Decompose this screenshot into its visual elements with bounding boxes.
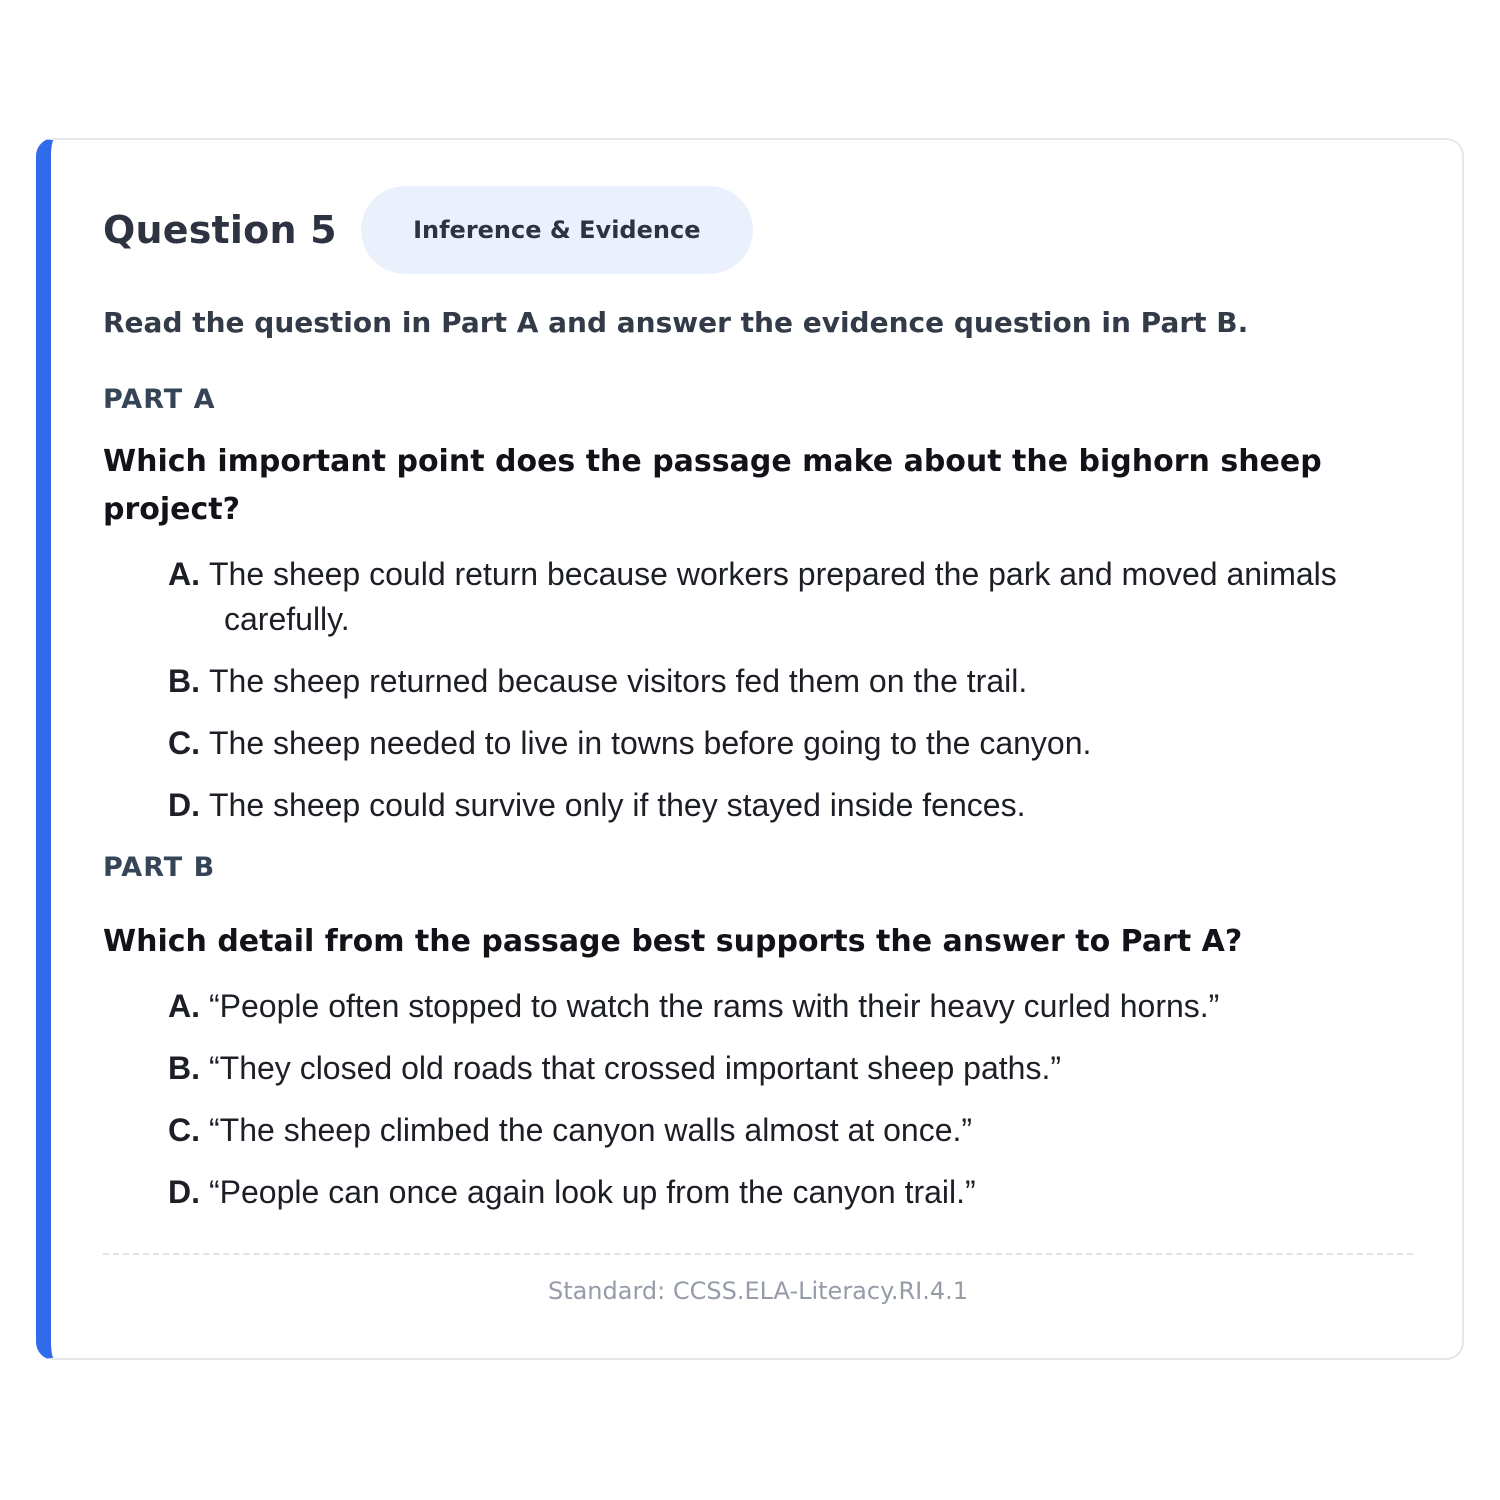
part-b-option-c[interactable] — [168, 1108, 1418, 1170]
option-letter: D. — [168, 1174, 200, 1210]
part-a-option-b[interactable] — [168, 659, 1418, 721]
standard-label: Standard: CCSS.ELA-Literacy.RI.4.1 — [547, 1277, 969, 1305]
part-a-question: Which important point does the passage make about the bighorn sheep project? — [103, 444, 1322, 527]
part-a-options — [168, 552, 1418, 845]
option-text: “People can once again look up from the canyon trail.” — [209, 1174, 976, 1210]
part-a-label: PART A — [103, 384, 216, 415]
option-text: The sheep returned because visitors fed them on the trail. — [209, 663, 1028, 699]
option-text: The sheep needed to live in towns before going to the canyon. — [209, 725, 1092, 761]
question-card — [36, 138, 1464, 1360]
option-text: “People often stopped to watch the rams with their heavy curled horns.” — [209, 988, 1220, 1024]
option-letter: B. — [168, 663, 200, 699]
option-text: “The sheep climbed the canyon walls almost at once.” — [209, 1112, 973, 1148]
question-header — [103, 186, 753, 274]
option-letter: C. — [168, 1112, 200, 1148]
part-b-options — [168, 984, 1418, 1232]
part-b-question: Which detail from the passage best supports the answer to Part A? — [103, 924, 1243, 959]
part-a-option-c[interactable] — [168, 721, 1418, 783]
option-letter: A. — [168, 556, 200, 592]
part-b-option-b[interactable] — [168, 1046, 1418, 1108]
part-a-option-d[interactable] — [168, 783, 1418, 845]
part-b-label: PART B — [103, 852, 216, 883]
option-text: The sheep could survive only if they stayed inside fences. — [209, 787, 1026, 823]
part-b-option-d[interactable] — [168, 1170, 1418, 1232]
option-letter: A. — [168, 988, 200, 1024]
option-letter: C. — [168, 725, 200, 761]
skill-badge: Inference & Evidence — [361, 186, 753, 274]
option-letter: B. — [168, 1050, 200, 1086]
footer-divider — [103, 1253, 1413, 1255]
part-a-option-a[interactable] — [168, 552, 1418, 637]
instructions-text: Read the question in Part A and answer the evidence question in Part B. — [103, 306, 1249, 339]
question-title: Question 5 — [103, 208, 337, 252]
option-text: “They closed old roads that crossed important sheep paths.” — [209, 1050, 1061, 1086]
option-letter: D. — [168, 787, 200, 823]
part-b-option-a[interactable] — [168, 984, 1418, 1046]
option-text: The sheep could return because workers prepared the park and moved animals — [209, 556, 1337, 592]
option-text-continued: carefully. — [224, 601, 350, 637]
